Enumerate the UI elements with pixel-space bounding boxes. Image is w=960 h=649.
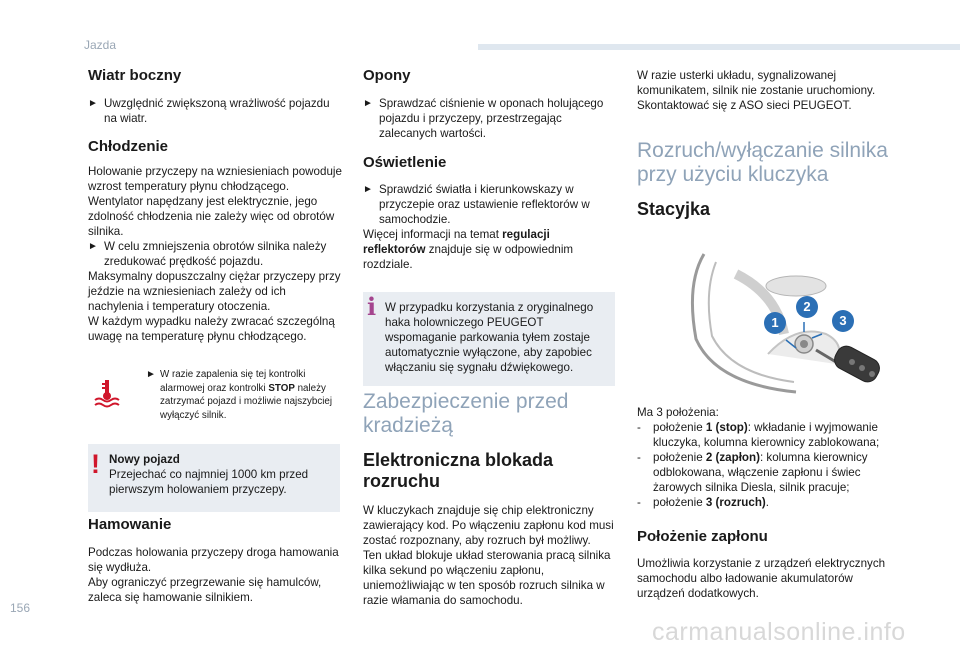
info-text: W przypadku korzystania z oryginalnego haka holowniczego PEUGEOT wspomaganie parkowania tyłem zostaje automatycznie wyłączone, aby zapobiec włączaniu się sygnału dźwiękowego. [385, 301, 594, 374]
positions-section [637, 405, 899, 601]
positions-intro: Ma 3 położenia: [637, 406, 719, 419]
tyres-bullet [363, 96, 615, 141]
info-icon: i [367, 292, 377, 321]
lighting-heading: Oświetlenie [363, 154, 447, 171]
ignition-position-heading: Położenie zapłonu [637, 528, 768, 545]
cooling-bullet-text: W celu zmniejszenia obrotów silnika należy zredukować prędkość pojazdu. [104, 240, 327, 268]
theft-section [363, 390, 615, 608]
pos3-text-2: . [765, 496, 769, 509]
braking-heading: Hamowanie [88, 516, 172, 533]
cooling-paragraph-1: Holowanie przyczepy na wzniesieniach powoduje wzrost temperatury płynu chłodzącego. [88, 165, 342, 193]
new-vehicle-text: Przejechać co najmniej 1000 km przed pierwszym holowaniem przyczepy. [109, 468, 309, 496]
warning-exclamation-icon: ! [91, 449, 100, 479]
ignition-heading: Stacyjka [637, 199, 711, 219]
cooling-heading: Chłodzenie [88, 138, 169, 155]
lighting-more-text-2: znajduje się w odpowiednim rozdziale. [363, 243, 574, 271]
ignition-switch-illustration [676, 244, 898, 394]
bullet-icon: ► [88, 241, 98, 252]
callout-1: 1 [764, 312, 786, 334]
start-heading: Rozruch/wyłączanie silnika przy użyciu kluczyka [637, 139, 888, 186]
column-1 [88, 68, 342, 344]
immobiliser-paragraph-1: W kluczykach znajduje się chip elektroniczny zawierający kod. Po włączeniu zapłonu kod musi zostać rozpoznany, aby rozruch był możliwy. [363, 504, 614, 547]
ignition-position-text: Umożliwia korzystanie z urządzeń elektrycznych samochodu albo ładowanie akumulatorów urządzeń dodatkowych. [637, 557, 886, 600]
lighting-more-text-1: Więcej informacji na temat [363, 228, 503, 241]
pos1-bold: 1 (stop) [705, 421, 748, 434]
lighting-bullet-text: Sprawdzić światła i kierunkowskazy w przyczepie oraz ustawienie reflektorów w samochodzie. [379, 183, 590, 226]
lighting-more-bold: regulacji reflektorów [363, 228, 550, 256]
pos2-bold: 2 (zapłon) [705, 451, 760, 464]
position-1: - położenie 1 (stop): wkładanie i wyjmowanie kluczyka, kolumna kierownicy zablokowana; [637, 421, 880, 449]
callout-2: 2 [796, 296, 818, 318]
pos2-text-2: : kolumna kierownicy odblokowana, włączenie zapłonu i świec żarowych silnika Diesla, silnik pracuje; [653, 451, 868, 494]
cooling-bullet [88, 239, 342, 269]
lighting-more [363, 227, 615, 272]
theft-heading: Zabezpieczenie przed kradzieżą [363, 390, 569, 437]
bullet-icon: ► [146, 369, 156, 380]
bullet-icon: ► [88, 98, 98, 109]
tyres-bullet-text: Sprawdzać ciśnienie w oponach holującego pojazdu i przyczepy, przestrzegając zalecanych wartości. [379, 97, 604, 140]
pos2-text-1: położenie [653, 451, 706, 464]
coolant-note-stop: STOP [268, 382, 295, 394]
bullet-icon: ► [363, 184, 373, 195]
column-2 [363, 68, 615, 272]
position-3: - położenie 3 (rozruch). [637, 496, 769, 509]
pos1-text-1: położenie [653, 421, 706, 434]
callout-3: 3 [832, 310, 854, 332]
braking-paragraph-2: Aby ograniczyć przegrzewanie się hamulców, zaleca się hamowanie silnikiem. [88, 576, 322, 604]
info-note [385, 300, 610, 375]
pos1-text-2: : wkładanie i wyjmowanie kluczyka, kolumna kierownicy zablokowana; [653, 421, 880, 449]
wind-heading: Wiatr boczny [88, 67, 182, 84]
fault-text: W razie usterki układu, sygnalizowanej komunikatem, silnik nie zostanie uruchomiony. Skontaktować się z ASO sieci PEUGEOT. [637, 69, 876, 112]
page-number: 156 [10, 601, 31, 615]
pos3-text-1: położenie [653, 496, 706, 509]
column-3 [637, 68, 893, 220]
coolant-note-text-2: należy zatrzymać pojazd i możliwie najszybciej wyłączyć silnik. [160, 382, 333, 421]
coolant-temperature-warning-icon [92, 378, 122, 408]
immobiliser-paragraph-2: Ten układ blokuje układ sterowania pracą silnika kilka sekund po włączeniu zapłonu, uniemożliwiając w ten sposób rozruch silnika w razie włamania do samochodu. [363, 549, 611, 607]
coolant-note [146, 368, 346, 422]
immobiliser-heading: Elektroniczna blokada rozruchu [363, 450, 554, 491]
cooling-paragraph-3: Maksymalny dopuszczalny ciężar przyczepy przy jeździe na wzniesieniach zależy od ich nachylenia i temperatury otoczenia. [88, 270, 341, 313]
tyres-heading: Opony [363, 67, 411, 84]
section-label: Jazda [84, 38, 117, 52]
section-bar [478, 44, 960, 50]
coolant-note-text-1: W razie zapalenia się tej kontrolki alarmowej oraz kontrolki [160, 369, 306, 394]
wind-bullet [88, 96, 342, 126]
wind-bullet-text: Uwzględnić zwiększoną wrażliwość pojazdu na wiatr. [104, 97, 330, 125]
position-2: - położenie 2 (zapłon): kolumna kierownicy odblokowana, włączenie zapłonu i świec żarowych silnika Diesla, silnik pracuje; [637, 451, 868, 494]
bullet-icon: ► [363, 98, 373, 109]
braking-paragraph-1: Podczas holowania przyczepy droga hamowania się wydłuża. [88, 546, 339, 574]
pos3-bold: 3 (rozruch) [705, 496, 766, 509]
cooling-paragraph-4: W każdym wypadku należy zwracać szczególną uwagę na temperaturę płynu chłodzącego. [88, 315, 335, 343]
lighting-bullet [363, 182, 615, 227]
new-vehicle-note [109, 452, 334, 497]
cooling-paragraph-2: Wentylator napędzany jest elektrycznie, jego zdolność chłodzenia nie zależy więc od obrotów silnika. [88, 195, 335, 238]
new-vehicle-title: Nowy pojazd [109, 453, 180, 466]
braking-section [88, 517, 342, 605]
watermark: carmanualsonline.info [652, 618, 906, 646]
